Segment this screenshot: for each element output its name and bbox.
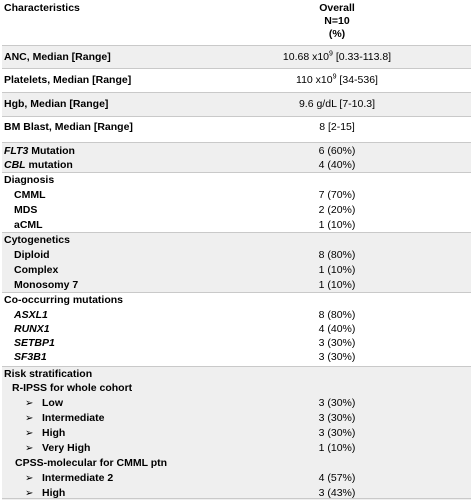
list-item bbox=[2, 263, 471, 278]
list-item bbox=[2, 441, 471, 456]
cyto-diploid-label: Diploid bbox=[14, 249, 50, 261]
ripss-very-high-value: 1 (10%) bbox=[318, 442, 356, 454]
diagnosis-cmml-value: 7 (70%) bbox=[318, 189, 356, 201]
hgb-label: Hgb, Median [Range] bbox=[4, 98, 109, 110]
setbp1-value: 3 (30%) bbox=[318, 337, 356, 349]
cbl-label: CBL mutation bbox=[4, 159, 73, 171]
arrow-bullet-icon: ➢ bbox=[25, 443, 34, 454]
header-percent: (%) bbox=[328, 28, 346, 40]
diagnosis-acml-value: 1 (10%) bbox=[318, 219, 356, 231]
setbp1-label: SETBP1 bbox=[14, 337, 55, 349]
anc-value: 10.68 $x10^9$ [0.33-113.8] bbox=[282, 50, 392, 63]
ripss-high-value: 3 (30%) bbox=[318, 427, 356, 439]
comutations-title: Co-occurring mutations bbox=[4, 294, 124, 306]
cyto-complex-value: 1 (10%) bbox=[318, 264, 356, 276]
arrow-bullet-icon: ➢ bbox=[25, 488, 34, 499]
section-diagnosis bbox=[2, 172, 471, 233]
flt3-value: 6 (60%) bbox=[318, 145, 356, 157]
list-item bbox=[2, 203, 471, 218]
ripss-intermediate-value: 3 (30%) bbox=[318, 412, 356, 424]
row-bm-blast bbox=[2, 116, 471, 143]
ripss-low-value: 3 (30%) bbox=[318, 397, 356, 409]
cyto-complex-label: Complex bbox=[14, 264, 59, 276]
row-anc bbox=[2, 45, 471, 69]
arrow-bullet-icon: ➢ bbox=[25, 398, 34, 409]
runx1-value: 4 (40%) bbox=[318, 323, 356, 335]
section-risk bbox=[2, 366, 471, 500]
diagnosis-title: Diagnosis bbox=[4, 174, 55, 186]
arrow-bullet-icon: ➢ bbox=[25, 413, 34, 424]
list-item bbox=[2, 188, 471, 203]
hgb-value: 9.6 g/dL [7-10.3] bbox=[298, 98, 376, 110]
cyto-monosomy7-label: Monosomy 7 bbox=[14, 279, 79, 291]
list-item bbox=[2, 278, 471, 293]
platelets-label: Platelets, Median [Range] bbox=[4, 74, 132, 86]
header-overall: Overall bbox=[319, 2, 355, 14]
asxl1-value: 8 (80%) bbox=[318, 309, 356, 321]
row-hgb bbox=[2, 92, 471, 117]
list-item bbox=[2, 248, 471, 263]
arrow-bullet-icon: ➢ bbox=[25, 428, 34, 439]
row-mutations bbox=[2, 142, 471, 173]
cytogenetics-title: Cytogenetics bbox=[4, 234, 70, 246]
cyto-monosomy7-value: 1 (10%) bbox=[318, 279, 356, 291]
table-bottom-rule bbox=[2, 498, 471, 499]
cpss-high-label: High bbox=[42, 487, 66, 499]
list-item bbox=[2, 218, 471, 233]
section-comutations bbox=[2, 292, 471, 367]
bm-blast-label: BM Blast, Median [Range] bbox=[4, 121, 133, 133]
list-item bbox=[2, 411, 471, 426]
cbl-value: 4 (40%) bbox=[318, 159, 356, 171]
list-item bbox=[2, 308, 471, 323]
list-item bbox=[2, 350, 471, 365]
risk-title: Risk stratification bbox=[4, 368, 93, 380]
ripss-low-label: Low bbox=[42, 397, 63, 409]
section-cytogenetics bbox=[2, 232, 471, 293]
list-item bbox=[2, 336, 471, 351]
diagnosis-cmml-label: CMML bbox=[14, 189, 46, 201]
list-item bbox=[2, 322, 471, 337]
flt3-label: FLT3 Mutation bbox=[4, 145, 75, 157]
cpss-high-value: 3 (43%) bbox=[318, 487, 356, 499]
header-n: N=10 bbox=[324, 15, 350, 27]
sf3b1-value: 3 (30%) bbox=[318, 351, 356, 363]
cpss-int2-value: 4 (57%) bbox=[318, 472, 356, 484]
diagnosis-mds-value: 2 (20%) bbox=[318, 204, 356, 216]
ripss-high-label: High bbox=[42, 427, 66, 439]
header-row bbox=[2, 0, 471, 45]
list-item bbox=[2, 396, 471, 411]
platelets-value: 110 $x10^9$ [34-536] bbox=[296, 73, 378, 86]
list-item bbox=[2, 426, 471, 441]
diagnosis-mds-label: MDS bbox=[14, 204, 38, 216]
ripss-very-high-label: Very High bbox=[42, 442, 91, 454]
ripss-title: R-IPSS for whole cohort bbox=[12, 382, 133, 394]
row-platelets bbox=[2, 68, 471, 93]
anc-label: ANC, Median [Range] bbox=[4, 51, 111, 63]
sf3b1-label: SF3B1 bbox=[14, 351, 47, 363]
bm-blast-value: 8 [2-15] bbox=[319, 121, 355, 133]
cpss-int2-label: Intermediate 2 bbox=[42, 472, 114, 484]
arrow-bullet-icon: ➢ bbox=[25, 473, 34, 484]
diagnosis-acml-label: aCML bbox=[14, 219, 43, 231]
list-item bbox=[2, 471, 471, 486]
ripss-intermediate-label: Intermediate bbox=[42, 412, 105, 424]
cyto-diploid-value: 8 (80%) bbox=[318, 249, 356, 261]
header-characteristics: Characteristics bbox=[4, 2, 80, 14]
runx1-label: RUNX1 bbox=[14, 323, 50, 335]
asxl1-label: ASXL1 bbox=[14, 309, 48, 321]
cpss-title: CPSS-molecular for CMML ptn bbox=[15, 457, 168, 469]
